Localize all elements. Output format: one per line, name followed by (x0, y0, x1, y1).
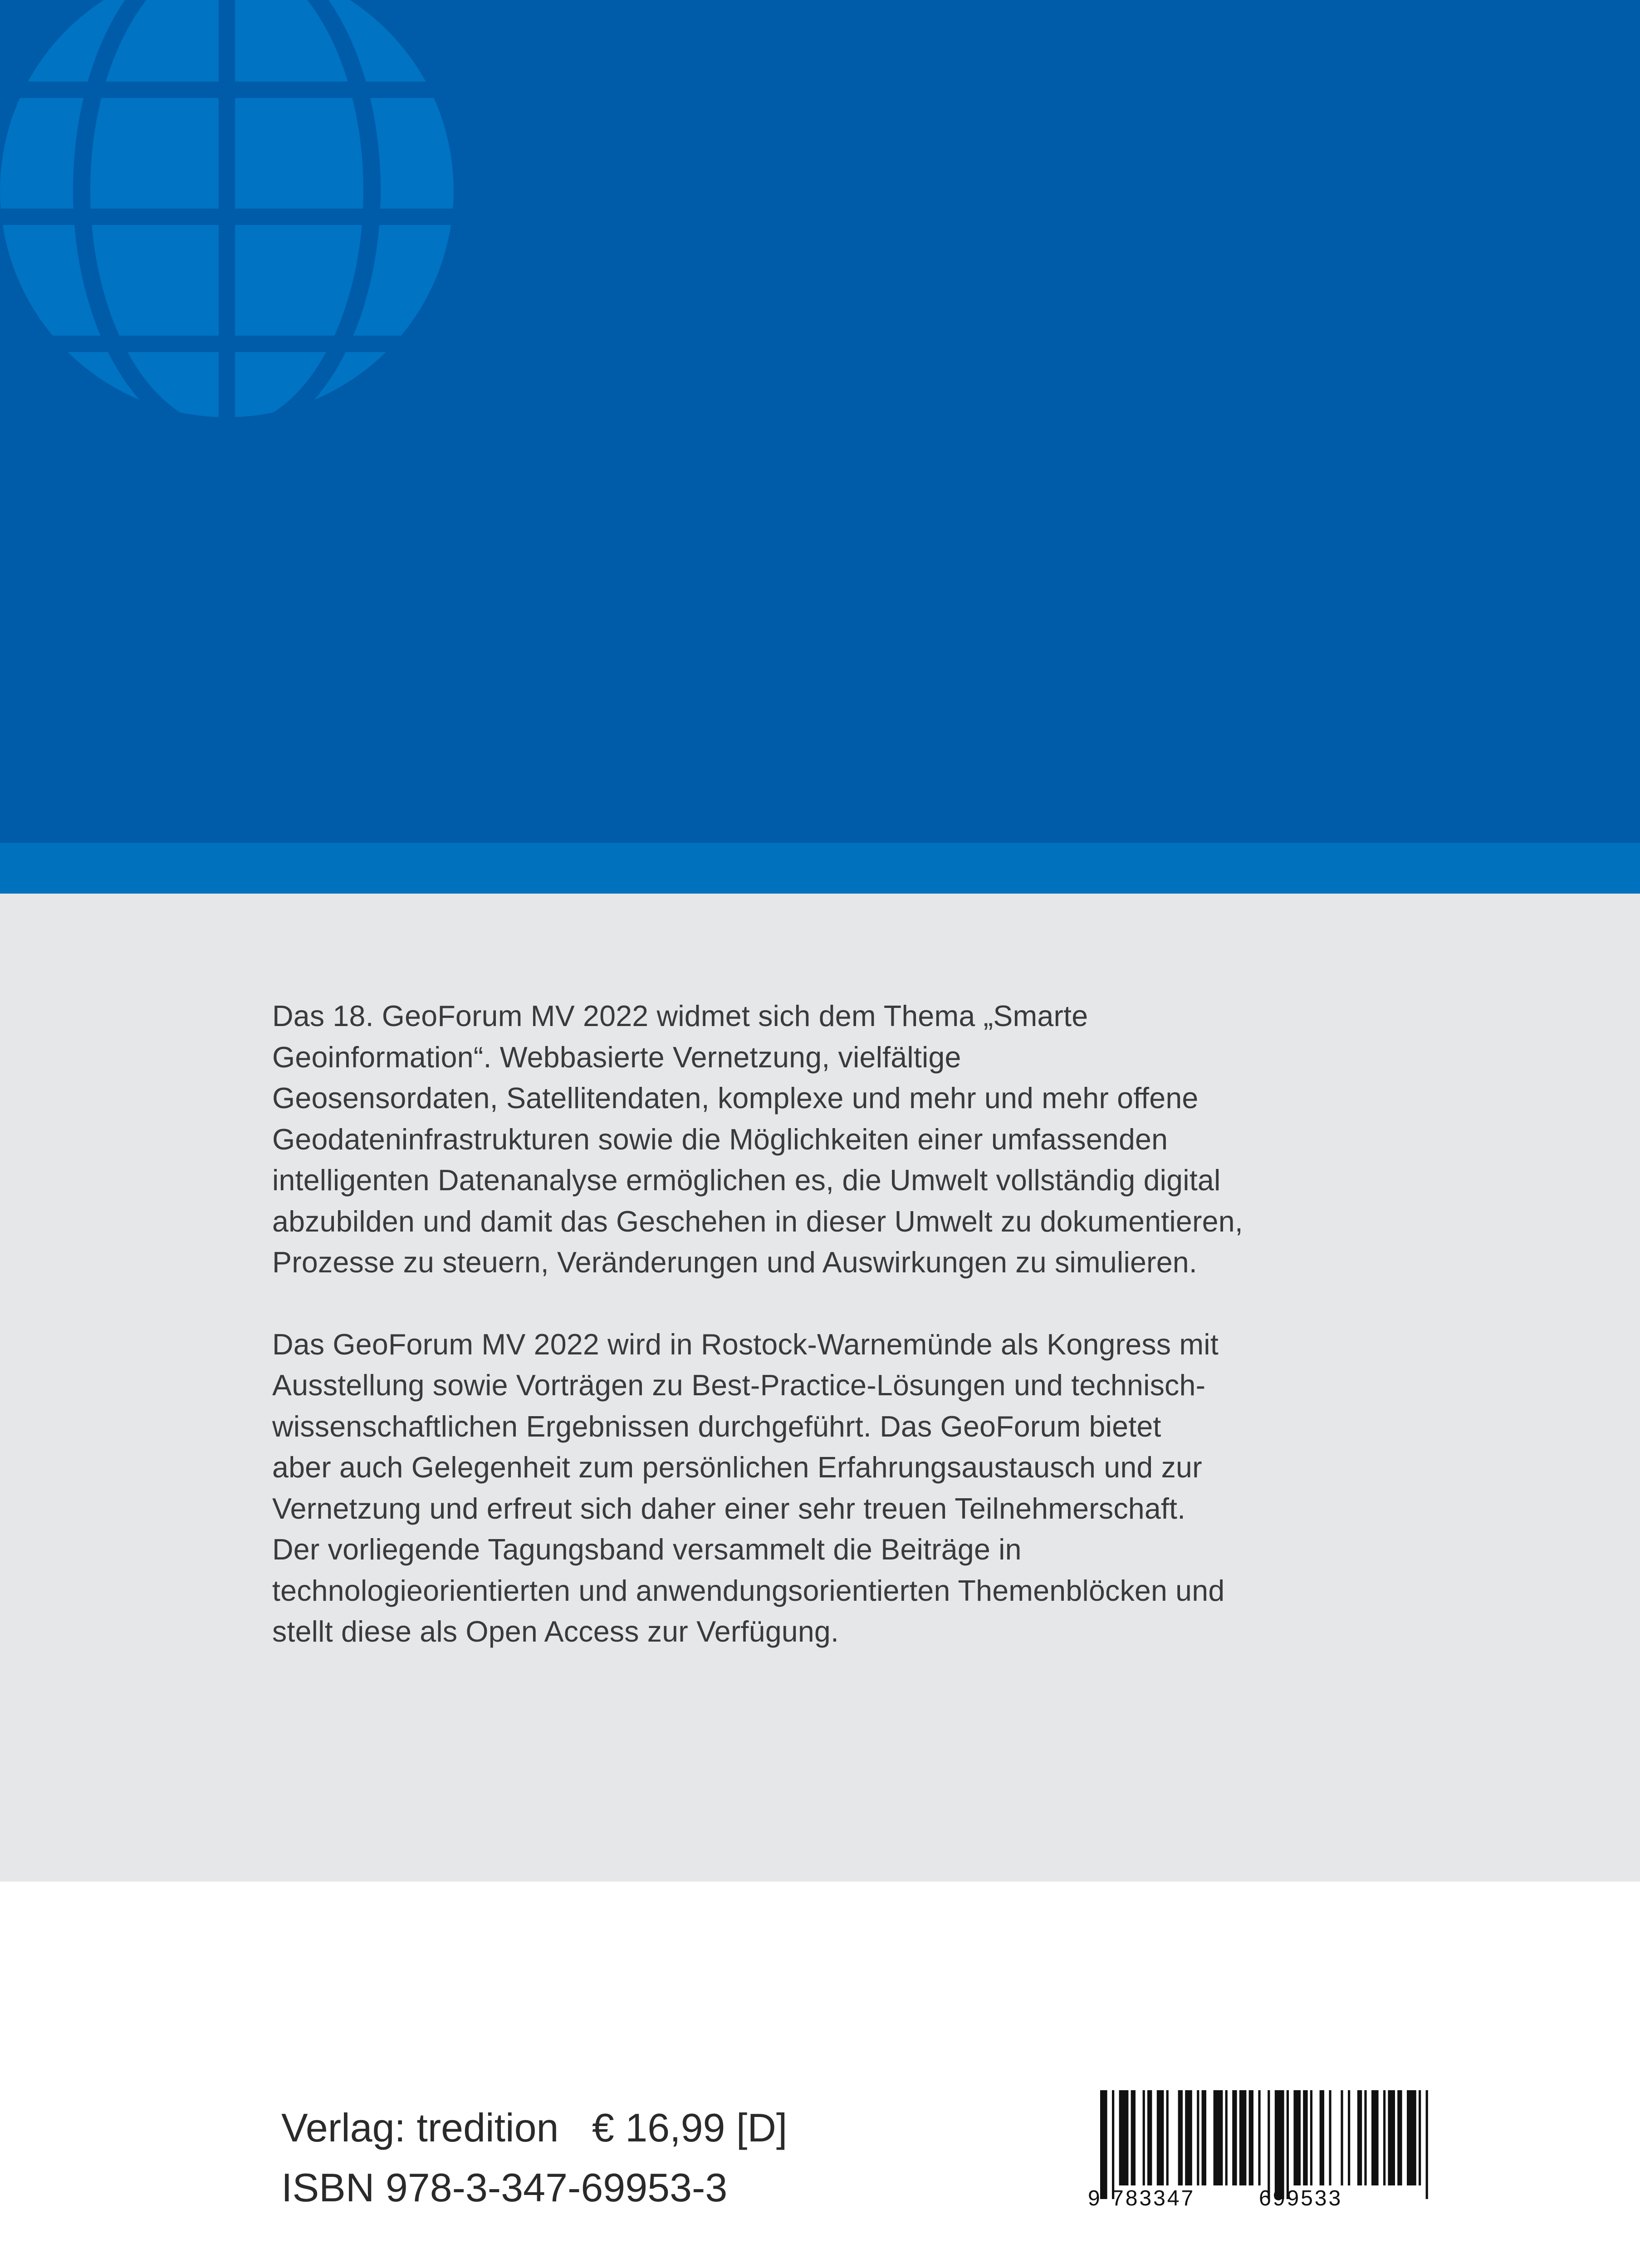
barcode-bar (1268, 2090, 1270, 2199)
barcode-bar (1185, 2090, 1192, 2185)
barcode-bar (1131, 2090, 1136, 2185)
barcode-bar (1249, 2090, 1253, 2185)
barcode-bar (1258, 2090, 1260, 2185)
book-description (272, 996, 1379, 1652)
barcode-bar (1225, 2090, 1228, 2185)
price-label: € 16,99 [D] (592, 2105, 788, 2150)
description-paragraph-2: Das GeoForum MV 2022 wird in Rostock-Warnemünde als Kongress mit Ausstellung sowie Vorträgen zu Best-Practice-Lösungen und technisch- wissenschaftlichen Ergebnissen durchgeführt. Das GeoForum bietet aber auch Gelegenheit zum persönlichen Erfahrungsaustausch und zur Vernetzung und erfreut sich daher einer sehr treuen Teilnehmerschaft. Der vorliegende Tagungsband versammelt die Beiträge in technologieorientierten und anwendungsorientierten Themenblöcken und stellt diese als Open Access zur Verfügung. (272, 1328, 1225, 1648)
barcode-bar (1166, 2090, 1169, 2185)
barcode-bar (1329, 2090, 1331, 2185)
globe-icon (0, 0, 490, 445)
barcode-bar (1419, 2090, 1421, 2185)
barcode-bar (1287, 2090, 1289, 2199)
barcode-digits-right: 699533 (1259, 2186, 1343, 2210)
isbn-barcode (1080, 2087, 1434, 2214)
barcode-bar (1197, 2090, 1199, 2185)
barcode-bar (1310, 2090, 1312, 2185)
barcode-bar (1214, 2090, 1223, 2185)
barcode-bar (1232, 2090, 1237, 2185)
accent-band (0, 843, 1640, 894)
barcode-bar (1383, 2090, 1385, 2185)
barcode-bar (1239, 2090, 1247, 2185)
publication-info (281, 2098, 787, 2218)
barcode-bar (1371, 2090, 1379, 2185)
barcode-bar (1143, 2090, 1145, 2185)
barcode-bar (1275, 2090, 1284, 2199)
barcode-bar (1100, 2090, 1107, 2199)
barcode-bar (1407, 2090, 1416, 2185)
barcode-bar (1357, 2090, 1362, 2185)
barcode-bar (1202, 2090, 1206, 2185)
barcode-bar (1303, 2090, 1307, 2185)
barcode-lead-digit: 9 (1088, 2186, 1100, 2210)
publisher-label: Verlag: tredition (281, 2105, 559, 2150)
barcode-bar (1364, 2090, 1366, 2185)
barcode-bar (1119, 2090, 1129, 2185)
isbn-label: ISBN 978-3-347-69953-3 (281, 2165, 728, 2210)
top-blue-panel (0, 0, 1640, 843)
barcode-bar (1388, 2090, 1395, 2185)
barcode-bar (1426, 2090, 1428, 2199)
barcode-bar (1320, 2090, 1324, 2185)
barcode-bar (1157, 2090, 1164, 2185)
barcode-bar (1341, 2090, 1343, 2185)
barcode-bar (1147, 2090, 1152, 2185)
description-paragraph-1: Das 18. GeoForum MV 2022 widmet sich dem Thema „Smarte Geoinformation“. Webbasierte Vernetzung, vielfältige Geosensordaten, Satellitendaten, komplexe und mehr und mehr offene Geodateninfrastrukturen sowie die Möglichkeiten einer umfassenden intelligenten Datenanalyse ermöglichen es, die Umwelt vollständig digital abzubilden und damit das Geschehen in dieser Umwelt zu dokumentieren, Prozesse zu steuern, Veränderungen und Auswirkungen zu simulieren. (272, 1000, 1243, 1279)
barcode-bar (1293, 2090, 1301, 2185)
publisher-price-row (281, 2098, 787, 2158)
barcode-bar (1112, 2090, 1114, 2199)
barcode-digits-left: 783347 (1111, 2186, 1195, 2210)
barcode-bar (1178, 2090, 1183, 2185)
barcode-bar (1348, 2090, 1350, 2185)
barcode-bar (1397, 2090, 1402, 2185)
